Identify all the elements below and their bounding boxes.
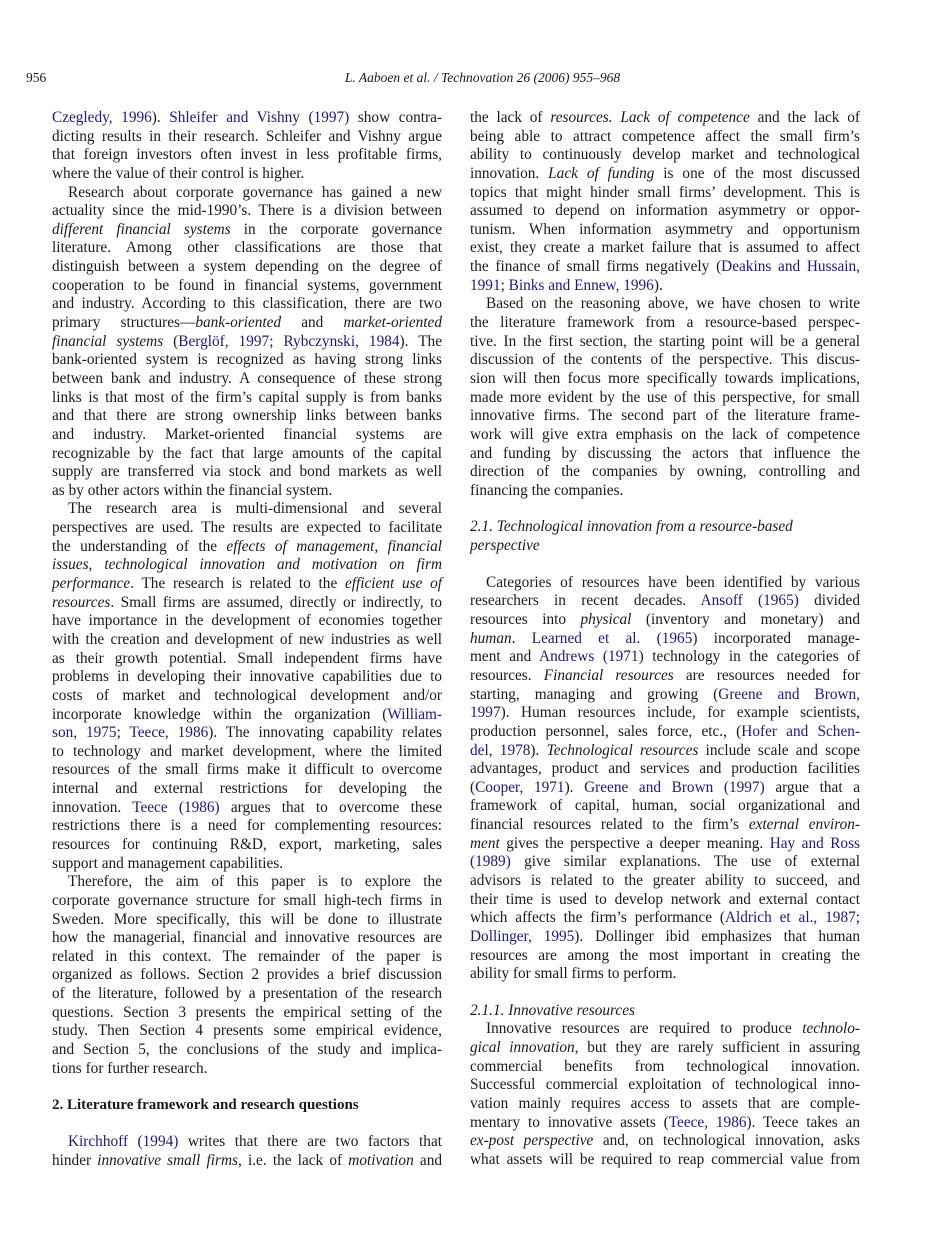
body-text: exist, they create a market failure that is assumed to affect	[470, 239, 860, 257]
text-line	[52, 911, 442, 930]
text-line	[470, 202, 860, 221]
text-line	[52, 314, 442, 333]
emphasis-text: issues, technological innovation and motivation on firm	[52, 556, 442, 574]
body-text: is one of the most discussed	[654, 164, 860, 182]
text-line	[470, 445, 860, 464]
body-text: made more evident by the use of this perspective, for small	[470, 388, 860, 406]
body-text: framework of capital, human, social organizational and	[470, 797, 860, 815]
body-text: Successful commercial exploitation of technological inno-	[470, 1076, 860, 1094]
text-line	[470, 370, 860, 389]
text-line	[52, 817, 442, 836]
text-line	[52, 351, 442, 370]
right-column	[470, 109, 860, 1170]
running-head: L. Aaboen et al. / Technovation 26 (2006) 955–968	[344, 70, 621, 85]
text-line	[470, 797, 860, 816]
subsubsection-2-1-1-body	[470, 1020, 860, 1169]
body-text: (inventory and monetary) and	[631, 611, 860, 629]
body-text: topics that might hinder small firms’ development. This is	[470, 183, 860, 201]
citation-link[interactable]: (1989)	[470, 853, 511, 871]
body-text: links is that most of the firm’s capital supply is from banks	[52, 388, 442, 406]
text-line	[52, 333, 442, 352]
body-text: and industry. According to this classification, there are two	[52, 295, 442, 313]
text-line	[470, 258, 860, 277]
text-line	[52, 370, 442, 389]
body-text: show contra-	[349, 109, 443, 126]
text-line	[52, 482, 442, 501]
citation-link[interactable]: Teece (1986)	[132, 798, 220, 816]
emphasis-text: Technological resources	[546, 741, 699, 759]
emphasis-text: ex-post perspective	[470, 1132, 594, 1150]
body-text: technology in the categories of	[643, 648, 860, 666]
body-text: Sweden. More specifically, this will be done to illustrate	[52, 910, 442, 928]
citation-link[interactable]: Deakins and Hussain,	[721, 258, 860, 276]
body-text: the lack of	[470, 109, 551, 126]
body-text: resources of the small firms make it difficult to overcome	[52, 761, 442, 779]
emphasis-text: different financial systems	[52, 220, 231, 238]
text-line	[470, 1114, 860, 1133]
emphasis-text: financial systems	[52, 332, 164, 350]
left-column	[52, 109, 442, 1170]
body-text: of the literature, followed by a presentation of the research	[52, 985, 442, 1003]
text-line	[52, 873, 442, 892]
text-line	[470, 760, 860, 779]
text-line	[52, 668, 442, 687]
body-text: how the managerial, financial and innovative resources are	[52, 929, 442, 947]
text-line	[52, 892, 442, 911]
body-text: their time is used to develop network and external contact	[470, 890, 860, 908]
text-line	[470, 184, 860, 203]
body-text: where the value of their control is higher.	[52, 164, 305, 182]
citation-link[interactable]: William-	[387, 705, 442, 723]
citation-link[interactable]: Kirchhoff (1994)	[68, 1132, 179, 1150]
emphasis-text: market-oriented	[343, 314, 442, 332]
text-line	[470, 221, 860, 240]
text-line	[470, 630, 860, 649]
citation-link[interactable]: Ansoff (1965)	[700, 592, 799, 610]
emphasis-text: performance	[52, 575, 131, 593]
citation-link[interactable]: Teece, 1986	[129, 724, 209, 742]
emphasis-text: efficient use of	[344, 575, 442, 593]
body-text: ). Dollinger ibid emphasizes that human	[574, 927, 860, 945]
text-line	[52, 743, 442, 762]
text-line	[470, 1132, 860, 1151]
text-line	[470, 128, 860, 147]
text-line	[470, 1058, 860, 1077]
body-text: what assets will be required to reap commercial value from	[470, 1150, 860, 1168]
body-text: perspectives are used. The results are expected to facilitate	[52, 519, 442, 537]
body-text: and the lack of	[749, 109, 860, 126]
body-text: , i.e. the lack of	[237, 1151, 349, 1169]
emphasis-text: effects of management, financial	[226, 537, 442, 555]
text-line	[470, 704, 860, 723]
text-line	[52, 631, 442, 650]
text-line	[52, 146, 442, 165]
body-text: discussion of the contents of the perspective. This discus-	[470, 351, 860, 369]
text-line	[470, 947, 860, 966]
citation-link[interactable]: Binks and Ennew, 1996	[508, 276, 654, 294]
emphasis-text: resources. Lack of competence	[550, 109, 750, 126]
emphasis-text: motivation	[348, 1151, 414, 1169]
body-text: mentary to innovative assets (	[470, 1113, 669, 1131]
text-line	[470, 611, 860, 630]
text-line	[470, 482, 860, 501]
text-line	[52, 855, 442, 874]
citation-link[interactable]: Berglöf, 1997	[178, 332, 270, 350]
body-text: vation mainly requires access to assets that are comple-	[470, 1095, 860, 1113]
body-text: restrictions there is a need for complementing resources:	[52, 817, 442, 835]
text-line	[52, 165, 442, 184]
body-text: ). Human resources include, for example scientists,	[500, 704, 860, 722]
body-text: Innovative resources are required to produce	[486, 1020, 803, 1038]
body-text: and	[281, 314, 344, 332]
body-text: argues that to overcome these	[219, 798, 442, 816]
body-text: questions. Section 3 presents the empirical setting of the	[52, 1003, 442, 1021]
text-line	[52, 836, 442, 855]
text-line	[470, 239, 860, 258]
body-text: ).	[564, 778, 585, 796]
emphasis-text: gical innovation	[470, 1039, 575, 1057]
text-line	[52, 612, 442, 631]
body-text: problems in developing their innovative capabilities due to	[52, 668, 442, 686]
citation-link[interactable]: Teece, 1986	[668, 1113, 747, 1131]
body-text: .	[511, 629, 532, 647]
text-line	[52, 1152, 442, 1171]
body-text: support and management capabilities.	[52, 854, 284, 872]
body-text: ;	[855, 909, 860, 927]
body-text: ;	[269, 332, 284, 350]
section-heading-2: 2. Literature framework and research questions	[52, 1097, 359, 1114]
body-text: ;	[500, 276, 509, 294]
body-text: and	[413, 1151, 443, 1169]
text-line	[470, 351, 860, 370]
emphasis-text: ment	[470, 834, 500, 852]
citation-link[interactable]: del, 1978	[470, 741, 531, 759]
text-line	[52, 966, 442, 985]
text-line	[52, 985, 442, 1004]
text-line	[470, 891, 860, 910]
left-column-body	[52, 109, 442, 1078]
body-text: internal and external restrictions for developing the	[52, 780, 442, 798]
body-text: and industry. Market-oriented financial systems are	[52, 425, 442, 443]
citation-link[interactable]: Rybczynski, 1984	[283, 332, 400, 350]
citation-link[interactable]: Shleifer and Vishny (1997)	[169, 109, 350, 126]
citation-link[interactable]: Greene and Brown (1997)	[584, 778, 765, 796]
text-line	[470, 1151, 860, 1170]
body-text: costs of market and technological development and/or	[52, 686, 442, 704]
citation-link[interactable]: 1991	[470, 276, 501, 294]
citation-link[interactable]: Aldrich et al., 1987	[724, 909, 856, 927]
text-line	[52, 202, 442, 221]
text-line	[470, 314, 860, 333]
body-text: incorporate knowledge within the organization (	[52, 705, 388, 723]
body-text: organized as follows. Section 2 provides a brief discussion	[52, 966, 442, 984]
body-text: actuality since the mid-1990’s. There is a division between	[52, 202, 442, 220]
body-text: with the creation and development of new industries as well	[52, 630, 442, 648]
text-line	[470, 407, 860, 426]
text-line	[470, 742, 860, 761]
body-text: give similar explanations. The use of external	[510, 853, 860, 871]
body-text: as by other actors within the financial system.	[52, 481, 333, 499]
body-text: ;	[116, 724, 130, 742]
body-text: ). Teece takes an	[746, 1113, 860, 1131]
body-text: assumed to depend on information asymmetry or oppor-	[470, 202, 860, 220]
text-line	[52, 687, 442, 706]
text-line	[52, 295, 442, 314]
body-text: primary structures—	[52, 314, 196, 332]
body-text: advisors is related to the greater ability to succeed, and	[470, 871, 860, 889]
body-text: (	[470, 778, 476, 796]
text-line	[470, 333, 860, 352]
body-text: Therefore, the aim of this paper is to explore the	[68, 873, 442, 891]
body-text: Based on the reasoning above, we have chosen to write	[486, 295, 860, 313]
body-text: tive. In the first section, the starting point will be a general	[470, 332, 860, 350]
body-text: incorporated manage-	[697, 629, 860, 647]
body-text: innovation.	[52, 798, 133, 816]
body-text: dicting results in their research. Schleifer and Vishny argue	[52, 127, 442, 145]
body-text: advantages, product and services and production facilities	[470, 760, 860, 778]
body-text: are resources needed for	[673, 666, 860, 684]
text-line	[52, 407, 442, 426]
text-line	[470, 1076, 860, 1095]
text-line	[470, 909, 860, 928]
body-text: ability to continuously develop market and technological	[470, 146, 860, 164]
body-text: and, on technological innovation, asks	[593, 1132, 861, 1150]
body-text: argue that a	[764, 778, 860, 796]
text-line	[470, 146, 860, 165]
text-line	[52, 799, 442, 818]
text-line	[470, 965, 860, 984]
body-text: . Small firms are assumed, directly or indirectly, to	[110, 593, 442, 611]
text-line	[52, 463, 442, 482]
body-text: ability for small firms to perform.	[470, 965, 677, 983]
body-text: the literature framework from a resource-based perspec-	[470, 314, 860, 332]
text-line	[52, 258, 442, 277]
body-text: (	[163, 332, 179, 350]
text-line	[52, 1133, 442, 1152]
text-line	[52, 500, 442, 519]
body-text: cooperation to be found in financial systems, government	[52, 276, 442, 294]
text-line	[470, 295, 860, 314]
body-text: resources for continuing R&D, export, marketing, sales	[52, 835, 442, 853]
body-text: to technology and market development, where the limited	[52, 742, 442, 760]
text-line	[470, 109, 860, 128]
body-text: tunism. When information asymmetry and opportunism	[470, 220, 860, 238]
body-text: researchers in recent decades.	[470, 592, 701, 610]
text-line	[52, 780, 442, 799]
body-text: ).	[653, 276, 663, 294]
body-text: innovation.	[470, 164, 549, 182]
body-text: financial resources related to the firm’s	[470, 816, 749, 834]
body-text: recognizable by the fact that large amounts of the capital	[52, 444, 442, 462]
text-line	[470, 853, 860, 872]
body-text: . The research is related to the	[130, 575, 345, 593]
body-text: study. Then Section 4 presents some empirical evidence,	[52, 1022, 442, 1040]
body-text: and funding by discussing the actors that influence the	[470, 444, 860, 462]
body-text: distinguish between a system depending on the degree of	[52, 258, 442, 276]
body-text: sion will then focus more specifically towards implications,	[470, 369, 860, 387]
text-line	[52, 948, 442, 967]
citation-link[interactable]: Learned et al. (1965)	[531, 629, 698, 647]
body-text: ment and	[470, 648, 540, 666]
text-line	[470, 165, 860, 184]
text-line	[52, 184, 442, 203]
body-text: supply are transferred via stock and bond markets as well	[52, 463, 442, 481]
emphasis-text: bank-oriented	[195, 314, 282, 332]
text-line	[470, 574, 860, 593]
text-line	[52, 1004, 442, 1023]
citation-link[interactable]: Hofer and Schen-	[741, 722, 860, 740]
body-text: resources into	[470, 611, 581, 629]
body-text: gives the perspective a deeper meaning.	[499, 834, 770, 852]
text-line	[52, 1041, 442, 1060]
emphasis-text: technolo-	[802, 1020, 860, 1038]
body-text: , but they are rarely sufficient in assuring	[574, 1039, 860, 1057]
body-text: tions for further research.	[52, 1059, 208, 1077]
text-line	[52, 239, 442, 258]
text-line	[52, 594, 442, 613]
citation-link[interactable]: Czegledy, 1996	[52, 109, 152, 126]
body-text: and that there are strong ownership links between banks	[52, 407, 442, 425]
text-line	[470, 277, 860, 296]
body-text: the finance of small firms negatively (	[470, 258, 722, 276]
right-column-body-a	[470, 109, 860, 500]
body-text: resources are among the most important in creating the	[470, 946, 860, 964]
body-text: hinder	[52, 1151, 98, 1169]
text-line	[470, 723, 860, 742]
body-text: in the corporate governance	[230, 220, 442, 238]
text-line	[470, 1020, 860, 1039]
emphasis-text: innovative small firms	[97, 1151, 238, 1169]
text-line	[52, 706, 442, 725]
body-text: direction of the companies by owning, controlling and	[470, 463, 860, 481]
text-line	[52, 761, 442, 780]
body-text: which affects the firm’s performance (	[470, 909, 725, 927]
text-line	[470, 648, 860, 667]
citation-link[interactable]: 1997	[470, 704, 501, 722]
body-text: corporate governance structure for small high-tech firms in	[52, 891, 442, 909]
body-text: starting, managing and growing (	[470, 685, 719, 703]
body-text: ). The innovating capability relates	[208, 724, 442, 742]
body-text: bank-oriented system is recognized as having strong links	[52, 351, 442, 369]
body-text: ).	[530, 741, 547, 759]
body-text: resources.	[470, 666, 544, 684]
body-text: innovative firms. The second part of the literature frame-	[470, 407, 860, 425]
text-line	[470, 686, 860, 705]
subsection-heading-2-1: 2.1. Technological innovation from a resource-based perspective	[470, 518, 793, 555]
citation-link[interactable]: Greene and Brown,	[718, 685, 861, 703]
body-text: ).	[151, 109, 170, 126]
body-text: production personnel, sales force, etc., (	[470, 722, 742, 740]
text-line	[470, 1039, 860, 1058]
citation-link[interactable]: Hay and Ross	[769, 834, 860, 852]
body-text: the understanding of the	[52, 537, 227, 555]
body-text: writes that there are two factors that	[178, 1132, 442, 1150]
body-text: Research about corporate governance has gained a new	[68, 183, 442, 201]
text-line	[52, 1060, 442, 1079]
body-text: related in this context. The remainder of the paper is	[52, 947, 442, 965]
text-line	[52, 445, 442, 464]
text-line	[52, 109, 442, 128]
text-line	[52, 519, 442, 538]
body-text: being able to attract competence affect the small firm’s	[470, 127, 860, 145]
body-text: between bank and industry. A consequence of these strong	[52, 369, 442, 387]
page-number: 956	[26, 70, 47, 85]
citation-link[interactable]: Andrews (1971)	[539, 648, 644, 666]
text-line	[52, 556, 442, 575]
body-text: Categories of resources have been identified by various	[486, 573, 860, 591]
text-line	[52, 389, 442, 408]
text-line	[52, 575, 442, 594]
text-line	[52, 426, 442, 445]
text-line	[52, 650, 442, 669]
text-line	[470, 389, 860, 408]
body-text: commercial benefits from technological innovation.	[470, 1057, 860, 1075]
text-line	[470, 426, 860, 445]
subsection-2-1-body	[470, 574, 860, 984]
citation-link[interactable]: son, 1975	[52, 724, 117, 742]
body-text: have importance in the development of economies together	[52, 612, 442, 630]
citation-link[interactable]: Cooper, 1971	[475, 778, 565, 796]
text-line	[470, 592, 860, 611]
text-line	[52, 538, 442, 557]
body-text: divided	[798, 592, 860, 610]
body-text: that foreign investors often invest in less profitable firms,	[52, 146, 442, 164]
text-line	[52, 128, 442, 147]
emphasis-text: Lack of funding	[548, 164, 655, 182]
text-line	[470, 835, 860, 854]
body-text: The research area is multi-dimensional and several	[68, 500, 442, 518]
body-text: include scale and scope	[698, 741, 860, 759]
section-2-intro	[52, 1133, 442, 1170]
emphasis-text: physical	[580, 611, 632, 629]
text-line	[470, 872, 860, 891]
emphasis-text: external environ-	[748, 816, 861, 834]
body-text: work will give extra emphasis on the lack of competence	[470, 425, 860, 443]
page-header	[0, 70, 925, 90]
body-text: ). The	[399, 332, 442, 350]
text-line	[470, 816, 860, 835]
body-text: literature. Among other classifications are those that	[52, 239, 442, 257]
emphasis-text: Financial resources	[543, 666, 674, 684]
text-line	[470, 928, 860, 947]
text-line	[470, 779, 860, 798]
text-line	[52, 277, 442, 296]
text-line	[52, 1022, 442, 1041]
subsubsection-heading-2-1-1: 2.1.1. Innovative resources	[470, 1001, 635, 1019]
text-line	[52, 724, 442, 743]
body-text: financing the companies.	[470, 481, 624, 499]
text-line	[52, 929, 442, 948]
emphasis-text: resources	[52, 593, 111, 611]
text-line	[470, 667, 860, 686]
text-line	[52, 221, 442, 240]
text-line	[470, 463, 860, 482]
citation-link[interactable]: Dollinger, 1995	[470, 927, 575, 945]
body-text: as their growth potential. Small independent firms have	[52, 649, 442, 667]
emphasis-text: human	[470, 629, 512, 647]
body-text: and Section 5, the conclusions of the study and implica-	[52, 1041, 442, 1059]
text-line	[470, 1095, 860, 1114]
